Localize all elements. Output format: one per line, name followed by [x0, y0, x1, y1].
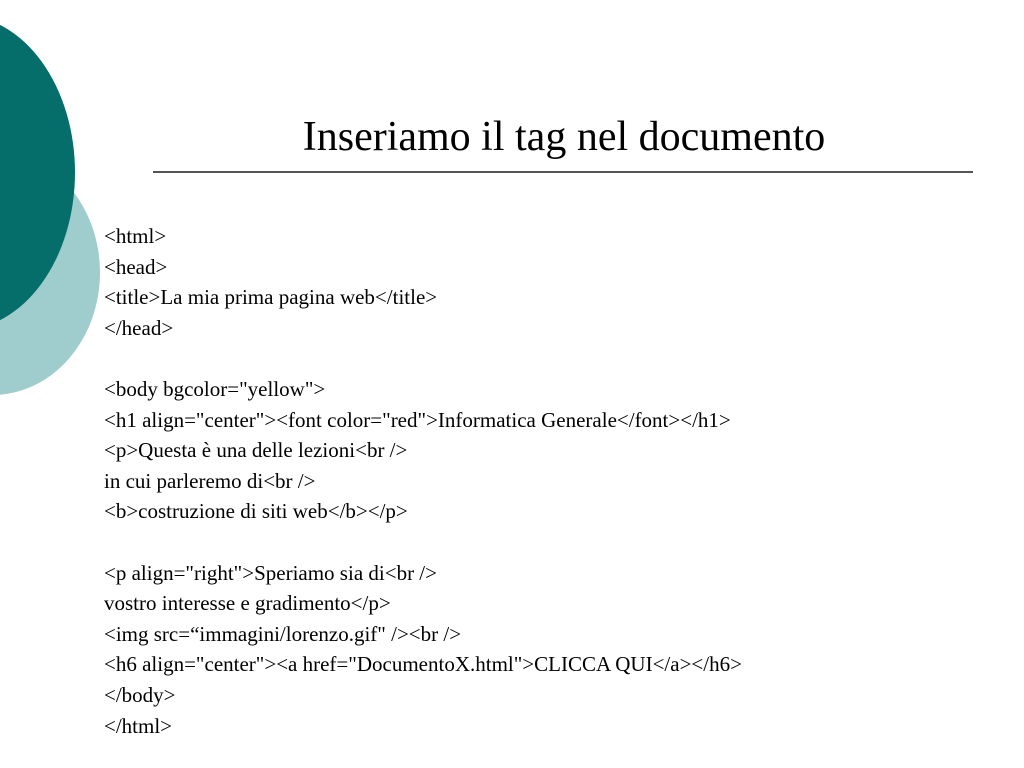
code-line: <b>costruzione di siti web</b></p> — [104, 499, 408, 524]
code-line: <head> — [104, 254, 168, 279]
code-line: <p>Questa è una delle lezioni<br /> — [104, 438, 408, 463]
code-line: <h6 align="center"><a href="DocumentoX.html">CLICCA QUI</a></h6> — [104, 652, 742, 677]
code-line-blank — [104, 343, 984, 374]
code-line: <body bgcolor="yellow"> — [104, 376, 326, 401]
title-underline — [153, 171, 973, 173]
slide-title: Inseriamo il tag nel documento — [302, 114, 826, 160]
code-line: in cui parleremo di<br /> — [104, 468, 316, 493]
code-line: <title>La mia prima pagina web</title> — [104, 285, 438, 310]
code-line: </html> — [104, 713, 173, 738]
code-line: <p align="right">Speriamo sia di<br /> — [104, 560, 437, 585]
code-line: <img src=“immagini/lorenzo.gif" /><br /> — [104, 621, 462, 646]
code-line: <h1 align="center"><font color="red">Informatica Generale</font></h1> — [104, 407, 731, 432]
code-line-blank — [104, 527, 984, 558]
code-line: vostro interesse e gradimento</p> — [104, 591, 391, 616]
code-line: <html> — [104, 224, 167, 248]
code-line: </head> — [104, 315, 174, 340]
code-line: </body> — [104, 682, 176, 707]
html-code-listing — [104, 221, 984, 741]
